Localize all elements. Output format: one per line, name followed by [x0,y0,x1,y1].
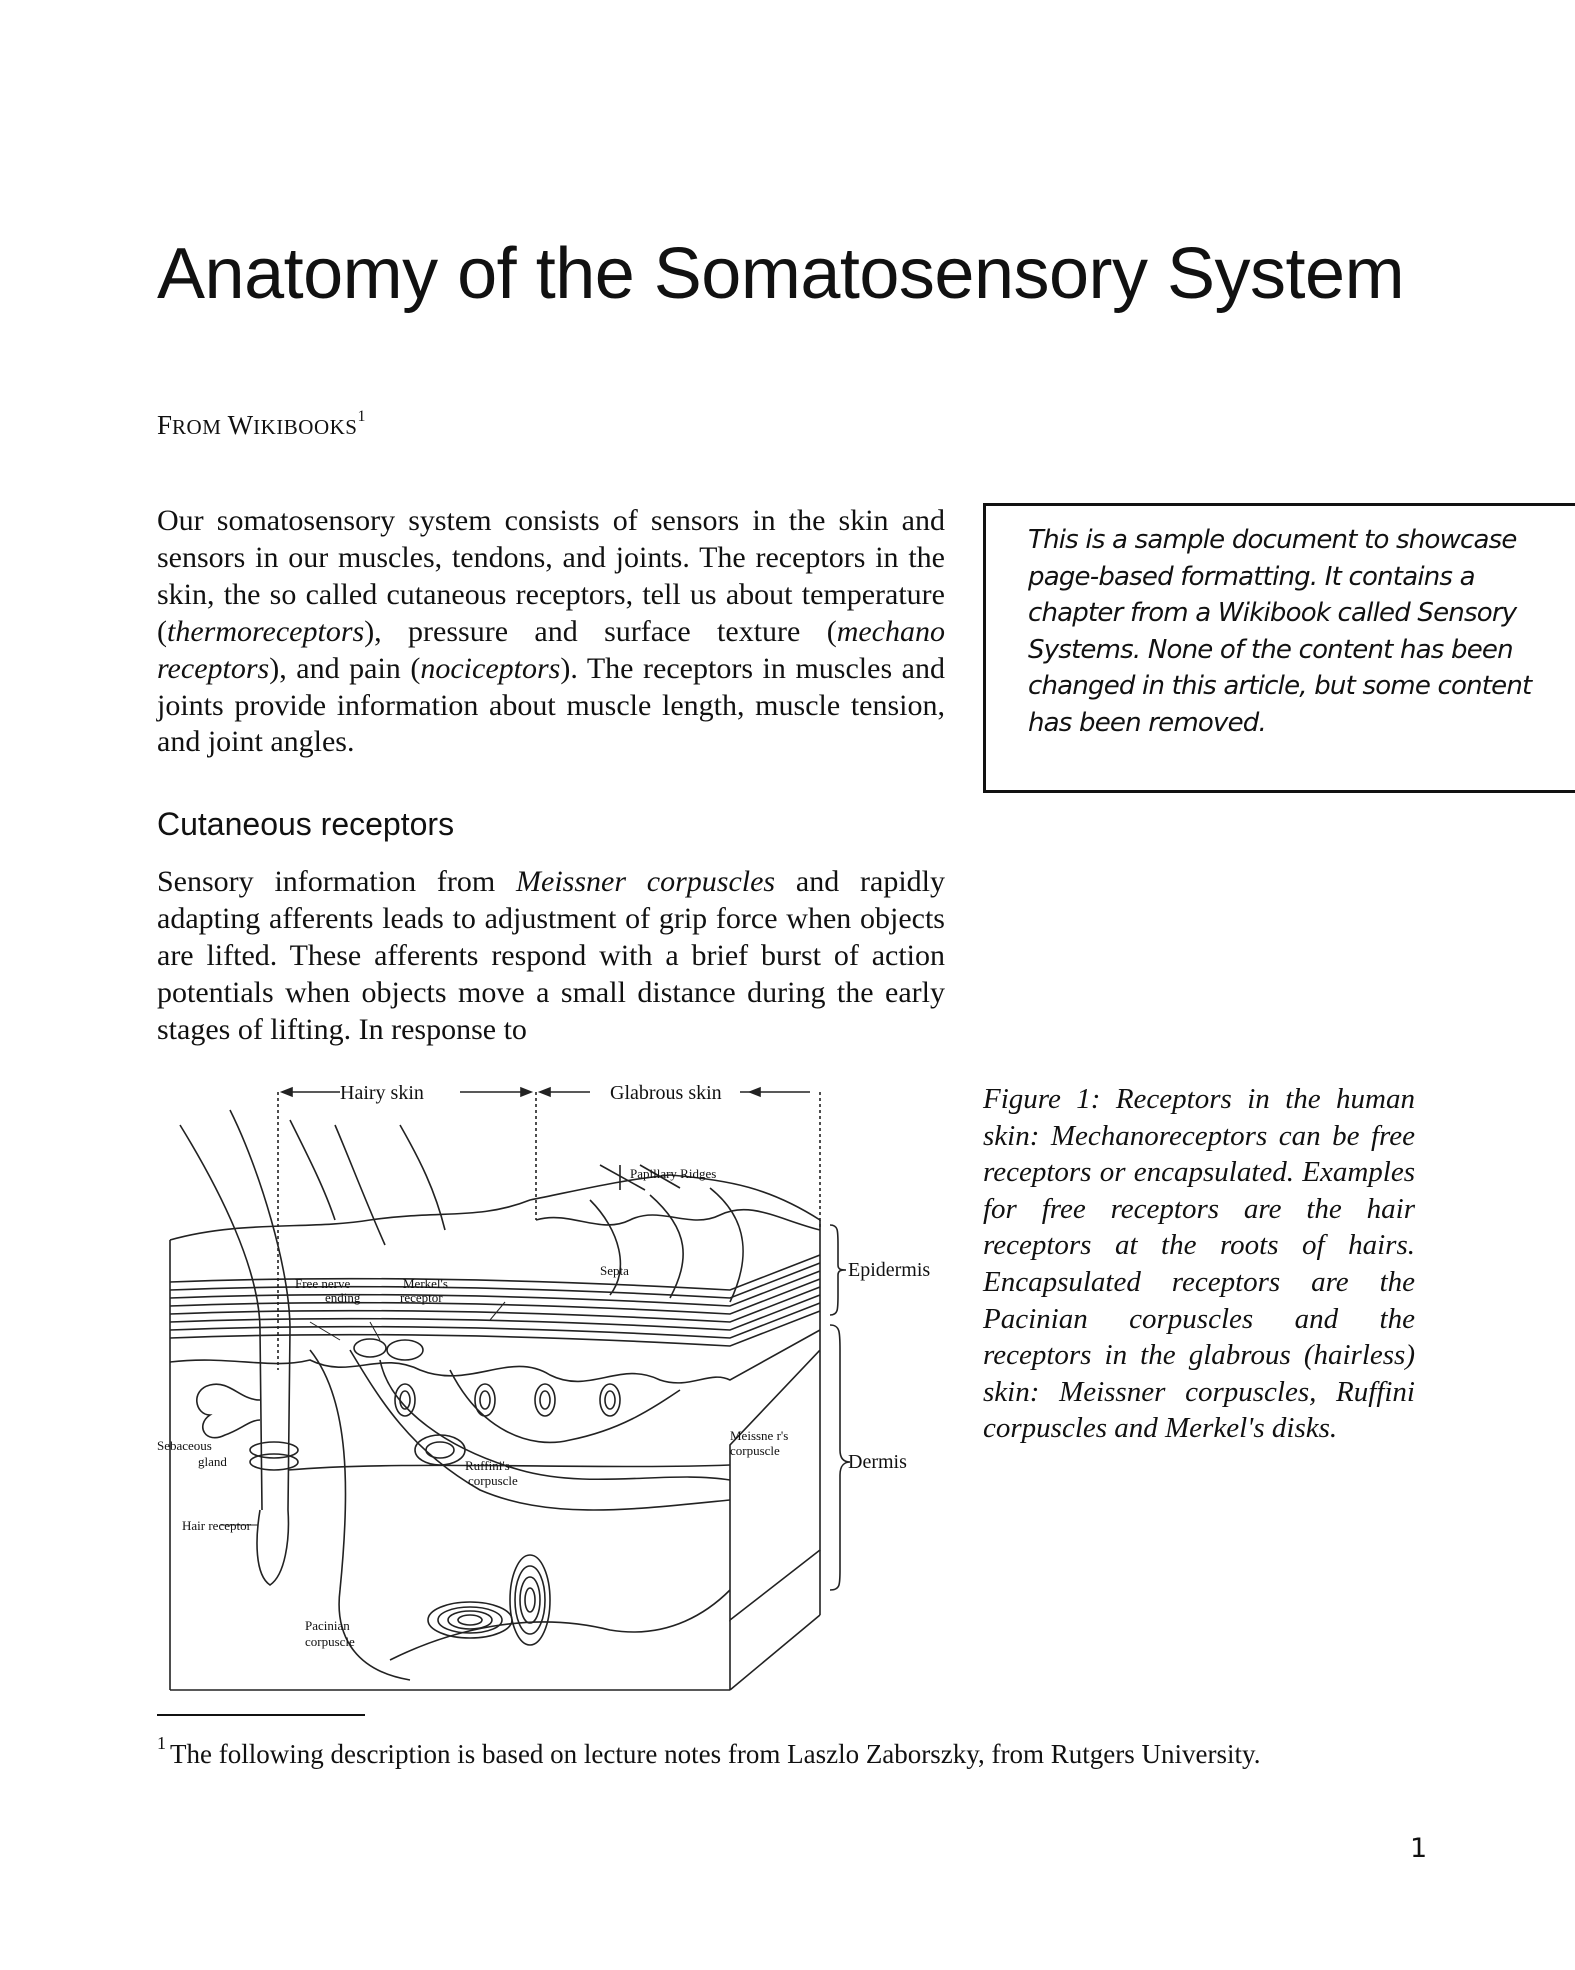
footnote-divider [157,1714,365,1716]
cutaneous-paragraph: Sensory information from Meissner corpuscles and rapidly adapting afferents leads to adjustment of grip force when objects are lifted. These afferents respond with a brief burst of action potentials when objects move a small distance during the early stages of lifting. In response to [157,865,945,1046]
figure-label-septa: Septa [600,1263,629,1278]
hairs [180,1110,445,1585]
papillary-ridges [536,1165,820,1302]
figure-label-free-nerve: Free nerve [295,1276,351,1291]
byline: FROM WIKIBOOKS$^1$ [157,407,366,440]
figure-label-ending: ending [325,1290,361,1305]
nerve-fibers [288,1350,730,1680]
dimension-lines [278,1088,820,1370]
sidebar-note: This is a sample document to showcase page-based formatting. It contains a chapter from a Wikibook called Sensory Systems. None of the content has been changed in this article, but some content has been removed. [983,503,1575,793]
skin-receptor-figure [150,1070,950,1700]
layer-braces [830,1225,850,1590]
epidermis-layers [170,1255,820,1383]
figure-label-gland: gland [198,1454,227,1469]
figure-label-dermis: Dermis [848,1451,907,1473]
figure-label-glabrous-skin: Glabrous skin [610,1082,722,1104]
figure-label-hairy-skin: Hairy skin [340,1082,424,1104]
figure-label-ruffini-corpuscle: corpuscle [468,1473,518,1488]
figure-label-merkel: Merkel's [403,1276,448,1291]
intro-paragraph: Our somatosensory system consists of sensors in the skin and sensors in our muscles, tendons, and joints. The receptors in the skin, the so called cutaneous receptors, tell us about temperature (thermoreceptors), pressure and surface texture (mechano receptors), and pain (nociceptors). The receptors in muscles and joints provide information about muscle length, muscle tension, and joint angles. [157,504,945,759]
figure-caption: Figure 1: Receptors in the human skin: Mechanoreceptors can be free receptors or encapsulated. Examples for free receptors are the hair receptors at the roots of hairs. Encapsulated receptors are the Pacinian corpuscles and the receptors in the glabrous (hairless) skin: Meissner corpuscles, Ruffini corpuscles and Merkel's disks. [983,1083,1415,1445]
figure-label-meissner: Meissne r's [730,1428,789,1443]
section-heading: Cutaneous receptors [157,806,455,842]
figure-label-pacinian-corpuscle: corpuscle [305,1634,355,1649]
footnote-ref[interactable]: 1 [357,407,366,425]
figure-label-pacinian: Pacinian [305,1618,350,1633]
page-number: 1 [1410,1833,1428,1864]
figure-label-sebaceous: Sebaceous [157,1438,212,1453]
figure-label-receptor: receptor [400,1290,443,1305]
figure-label-papillary-ridges: Papillary Ridges [630,1166,717,1181]
figure-label-hair-receptor: Hair receptor [182,1518,251,1533]
figure-label-ruffini: Ruffini's [465,1458,510,1473]
figure-label-epidermis: Epidermis [848,1259,931,1281]
figure-label-meissner-corpuscle: corpuscle [730,1443,780,1458]
page-title: Anatomy of the Somatosensory System [157,234,1405,314]
footnote: $^1$ The following description is based on lecture notes from Laszlo Zaborszky, from Rutgers University. [157,1733,1261,1769]
